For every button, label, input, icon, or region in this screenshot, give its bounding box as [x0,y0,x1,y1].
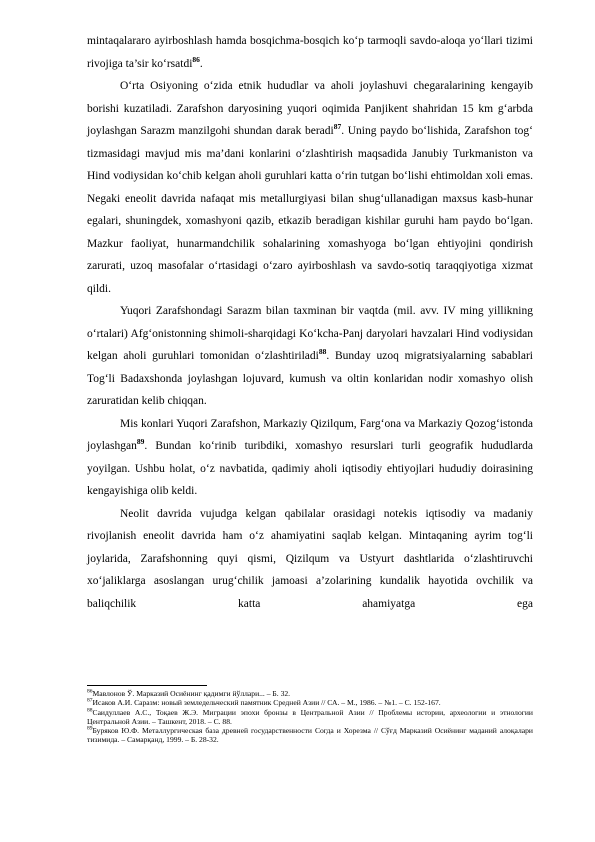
paragraph-text: mintaqalararo ayirboshlash hamda bosqichma-bosqich ko‘p tarmoqli savdo-aloqa yo‘llari tizimi rivojiga ta’sir ko‘rsatdi [87,35,533,70]
paragraph-text: Mis konlari Yuqori Zarafshon, Markaziy Qizilqum, Farg‘ona va Markaziy Qozog‘istonda joylashgan [87,417,533,452]
footnote-88: $^{88}$Саидуллаев А.С., Тоқаев Ж.Э. Миграции эпохи бронзы в Центральной Азии // Проблемы истории, археологии и этнологии Центральной Азии. – Ташкент, 2018. – С. 88. [87,707,533,726]
paragraph-4 [87,413,533,503]
footnote-86: $^{86}$Мавлонов Ў. Марказий Осиёнинг қадимги йўллари... – Б. 32. [87,688,291,698]
footnote-ref-86[interactable]: 86 [192,54,200,64]
footnote-divider [87,685,207,686]
footnote-ref-89[interactable]: 89 [136,437,145,447]
paragraph-3 [87,300,533,413]
paragraph-1: mintaqalararo ayirboshlash hamda bosqichma-bosqich ko‘p tarmoqli savdo-aloqa yo‘llari tizimi rivojiga ta’sir ko‘rsatdi$^{86}$. [87,35,533,70]
footnote-87: $^{87}$Исаков А.И. Саразм: новый земледельческий памятник Средней Азии // СА. – М., 1986. – №1. – С. 152-167. [87,697,441,708]
paragraph-text: . Bundan ko‘rinib turibdiki, xomashyo resurslari turli geografik hududlarda yoyilgan. Ushbu holat, o‘z navbatida, qadimiy aholi iqtisodiy ehtiyojlari hududiy doirasining kengayishiga olib keldi. [87,440,533,497]
paragraph-text: O‘rta Osiyoning o‘zida etnik hududlar va aholi joylashuvi chegaralarining kengayib borishi kuzatiladi. Zarafshon daryosining yuqori oqimida Panjikent shahridan 15 km g‘arbda joylashgan Sarazm manzilgohi shundan darak beradi [87,80,533,137]
paragraph-text: Yuqori Zarafshondagi Sarazm bilan taxminan bir vaqtda (mil. avv. IV ming yillikning o‘rtalari) Afg‘onistonning shimoli-sharqidagi Ko‘kcha-Panj daryolari havzalari Hind vodiysidan kelgan aholi guruhlari tomonidan o‘zlashtiriladi [87,305,533,362]
paragraph-text: . Uning paydo bo‘lishida, Zarafshon tog‘ tizmasidagi mavjud mis ma’dani konlarini o‘zlashtirish maqsadida Janubiy Turkmaniston va Hind vodiysidan ko‘chib kelgan aholi guruhlari katta o‘rin tutgan bo‘lishi ehtimoldan xoli emas. Negaki eneolit davrida nafaqat mis metallurgiyasi bilan shug‘ullanadigan maxsus kasb-hunar egalari, shuningdek, xomashyoni qazib, etkazib beradigan kishilar guruhi ham paydo bo‘lgan. Mazkur faoliyat, hunarmandchilik sohalarining xomashyoga bo‘lgan ehtiyojini qondirish zarurati, uzoq masofalar o‘rtasidagi o‘zaro ayirboshlash va savdo-sotiq taraqqiyotiga xizmat qildi. [87,125,533,295]
footnotes [87,685,533,745]
footnote-ref-88[interactable]: 88 [318,347,327,357]
footnote-ref-87[interactable]: 87 [333,122,342,132]
main-text [87,30,533,615]
paragraph-5: Neolit davrida vujudga kelgan qabilalar orasidagi notekis iqtisodiy va madaniy rivojlanish eneolit davrida ham o‘z ahamiyatini saqlab kelgan. Mintaqaning ayrim tog‘li joylarida, Zarafshonning quyi qismi, Qizilqum va Ustyurt dashtlarida o‘zlashtiruvchi xo‘jaliklarga asoslangan urug‘chilik jamoasi a’zolarining kundalik hayotida ovchilik va baliqchilik katta ahamiyatga ega [87,507,533,610]
footnote-89: $^{89}$Буряков Ю.Ф. Металлургическая база древней государственности Согда и Хорезма // Сўғд Марказий Осиёнинг маданий алоқалари тизимида. – Самарқанд, 1999. – Б. 28-32. [87,725,533,745]
paragraph-2 [87,75,533,300]
paragraph-text: . Bunday uzoq migratsiyalarning sabablari Tog‘li Badaxshonda joylashgan lojuvard, kumush va oltin konlaridan nodir xomashyo olish zaruratidan kelib chiqqan. [87,350,533,407]
